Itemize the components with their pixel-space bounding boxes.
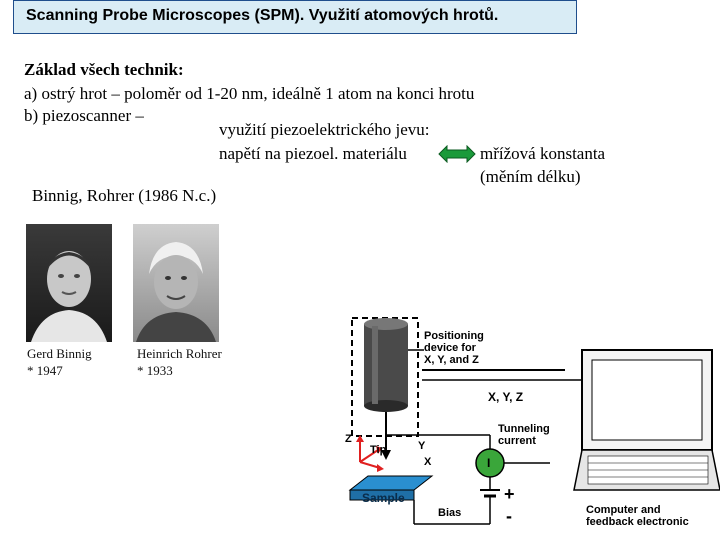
axis-y-label: Y <box>418 440 426 452</box>
computer-label: Computer and feedback electronic <box>586 504 689 528</box>
photo-binnig <box>26 224 112 342</box>
heading: Základ všech technik: <box>24 60 184 79</box>
caption-binnig-born: * 1947 <box>27 363 63 378</box>
line-a: a) ostrý hrot – poloměr od 1-20 nm, ideálně 1 atom na konci hrotu <box>24 84 475 103</box>
sample-label: Sample <box>362 491 405 505</box>
xyz-label: X, Y, Z <box>488 390 524 404</box>
axis-x-label: X <box>424 456 432 468</box>
tip-label: Tip <box>370 444 387 456</box>
slide-title: Scanning Probe Microscopes (SPM). Využití atomových hrotů. <box>26 7 499 24</box>
portrait-binnig <box>26 224 112 342</box>
caption-binnig-name: Gerd Binnig <box>27 346 92 361</box>
axis-z-label: Z <box>345 433 352 445</box>
bias-label: Bias <box>438 507 462 519</box>
caption-rohrer-name: Heinrich Rohrer <box>137 346 222 361</box>
voltage-text: napětí na piezoel. materiálu <box>219 144 407 163</box>
line-b: b) piezoscanner – <box>24 106 144 125</box>
inventors-text: Binnig, Rohrer (1986 N.c.) <box>32 186 217 205</box>
piezo-effect: využití piezoelektrického jevu: <box>219 120 430 139</box>
length-change-text: (měním délku) <box>480 167 581 186</box>
photo-rohrer <box>133 224 219 342</box>
portrait-rohrer <box>133 224 219 342</box>
minus-sign: - <box>506 506 512 526</box>
current-symbol: I <box>487 456 491 470</box>
caption-rohrer-born: * 1933 <box>137 363 173 378</box>
lattice-text: mřížová konstanta <box>480 144 606 163</box>
double-arrow-icon <box>438 145 476 163</box>
piezo-cylinder <box>364 324 408 406</box>
title-box <box>13 0 577 34</box>
tunneling-label: Tunneling current <box>498 423 550 447</box>
plus-sign: + <box>504 484 515 504</box>
positioning-label: Positioning device for X, Y, and Z <box>424 330 484 366</box>
